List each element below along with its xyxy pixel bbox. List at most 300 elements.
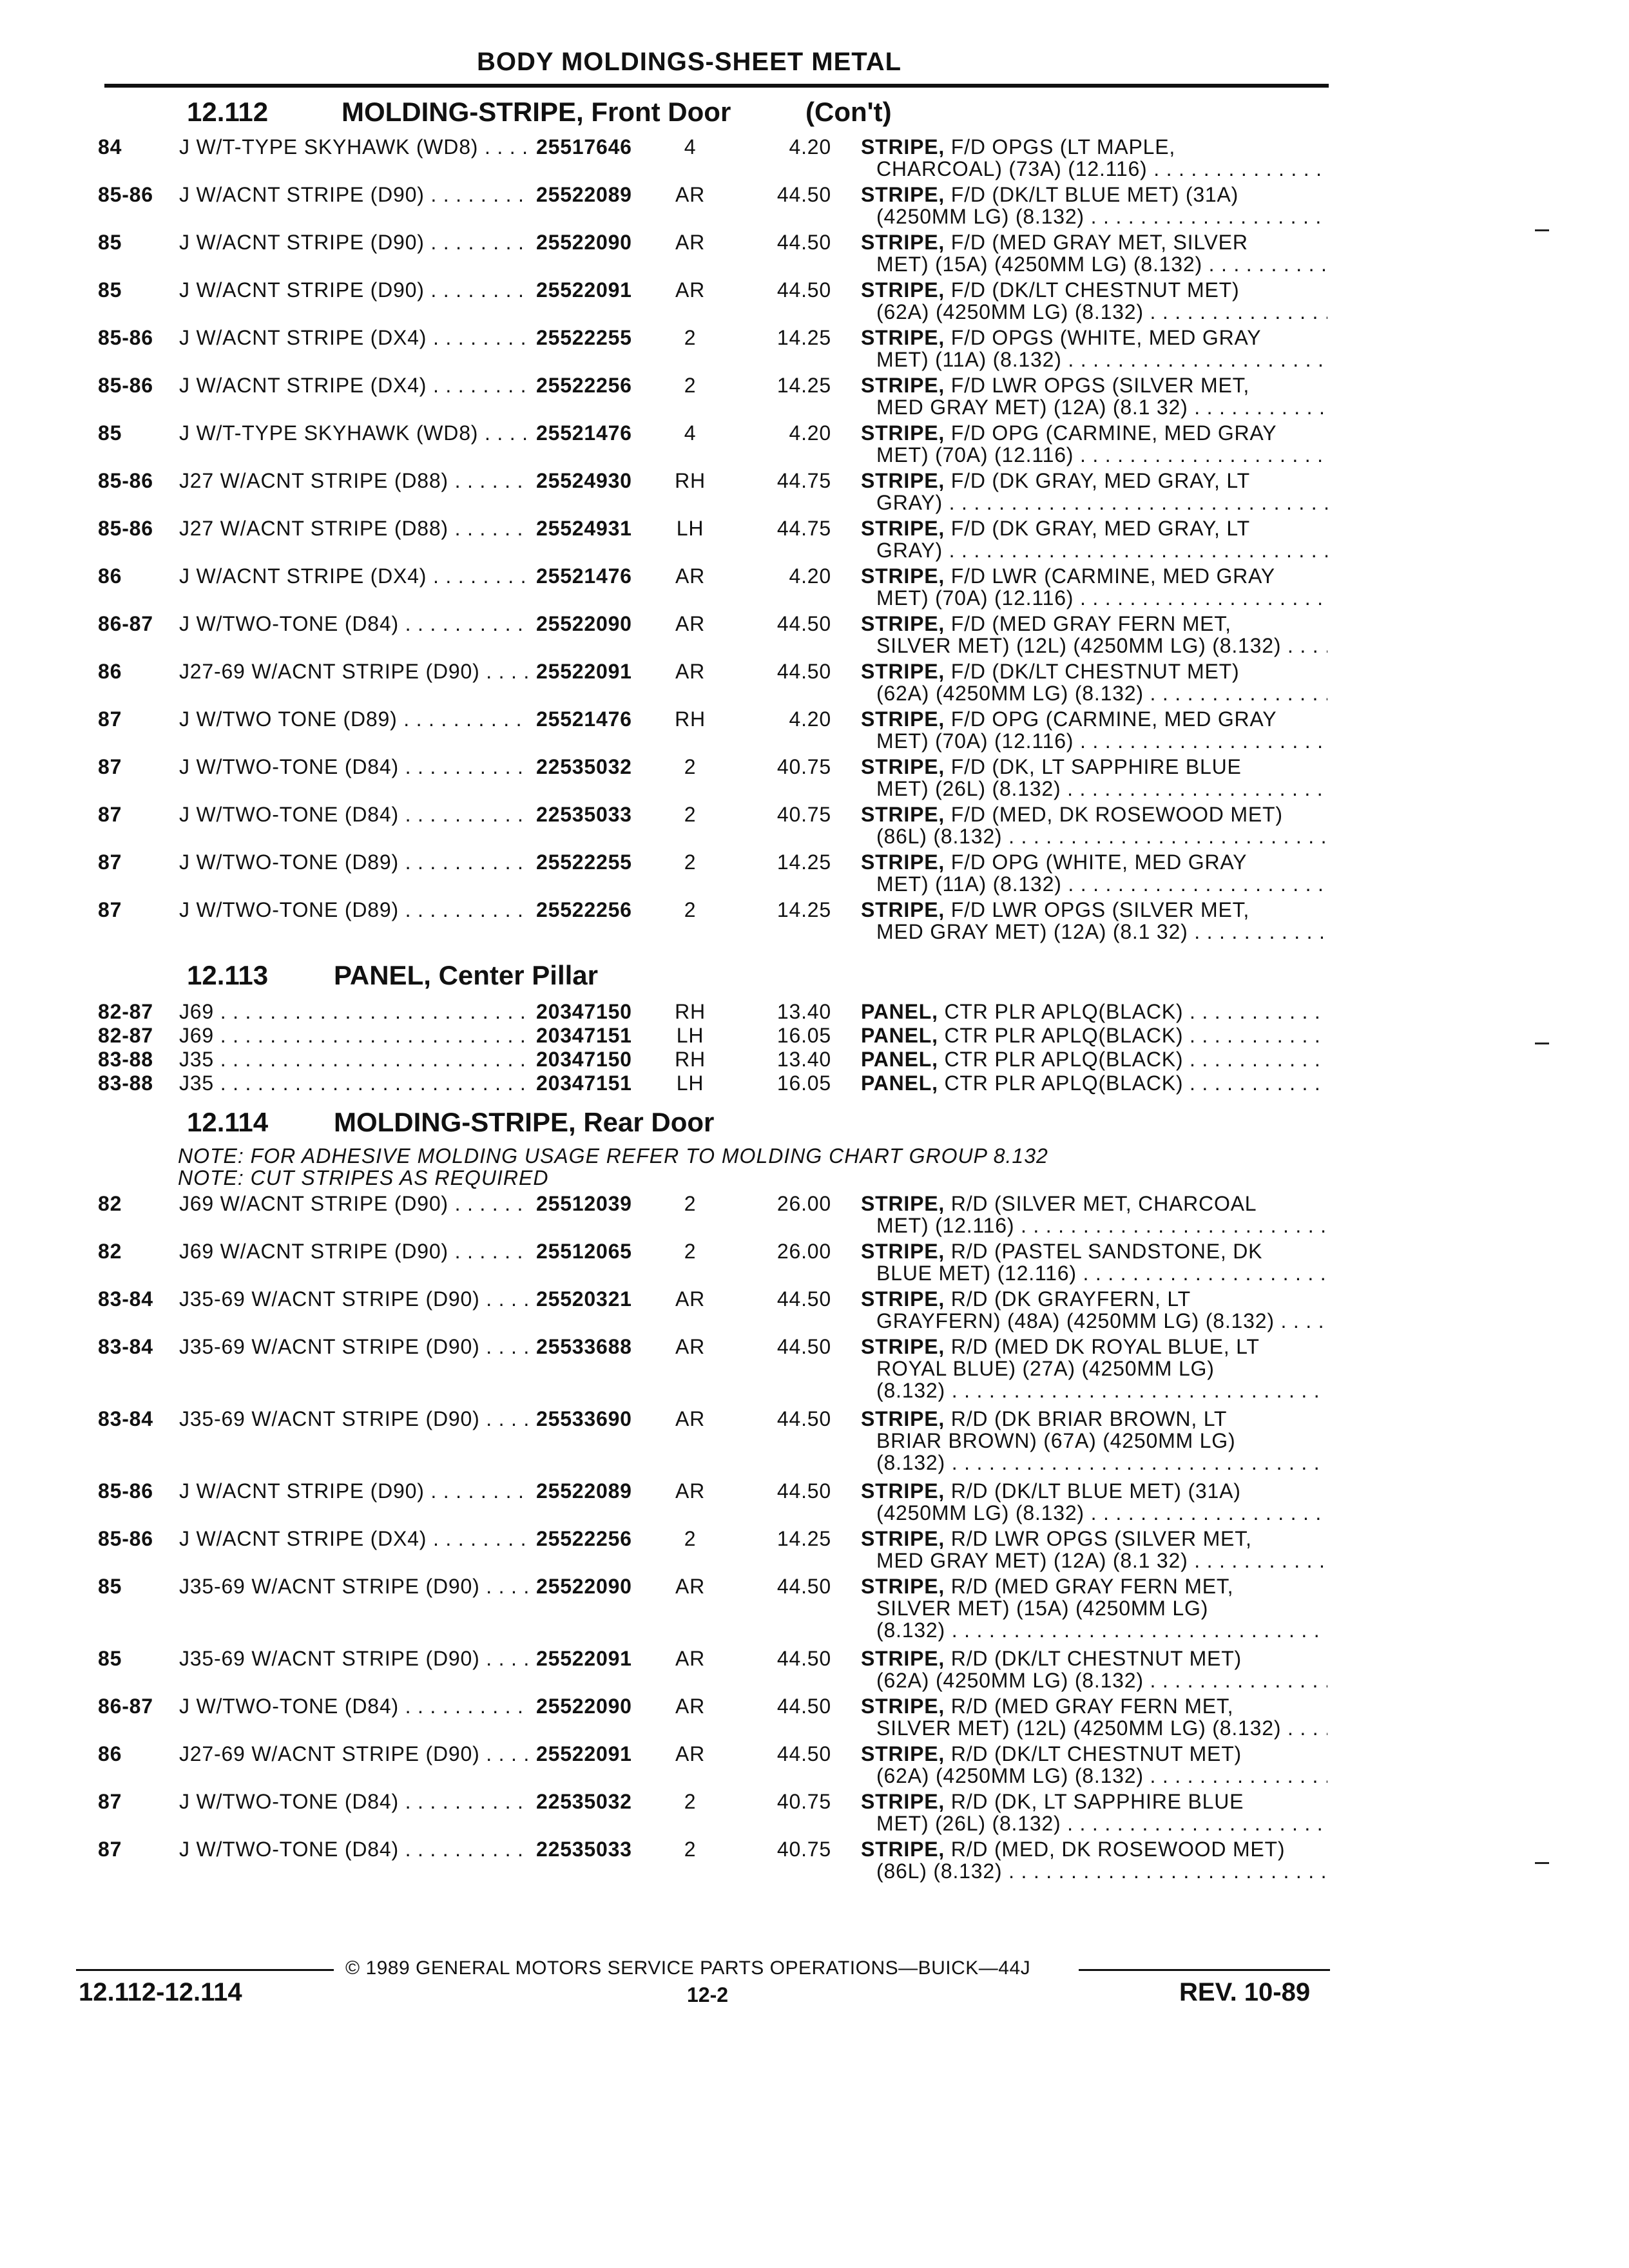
- model-year: 82: [98, 1240, 122, 1263]
- application: J W/TWO TONE (D89) . . .: [179, 707, 530, 731]
- part-number: 25522256: [536, 374, 632, 397]
- description-type: STRIPE,: [861, 135, 945, 159]
- price: 44.50: [776, 1647, 831, 1670]
- section-number: 12.114: [187, 1107, 269, 1137]
- description-text: F/D (MED GRAY MET, SILVER: [950, 231, 1248, 254]
- description-continuation: SILVER MET) (12L) (4250MM LG) (8.132) . . .: [876, 1716, 1327, 1740]
- description-continuation: (4250MM LG) (8.132) . . .: [876, 205, 1327, 229]
- description-line: [861, 564, 1327, 588]
- description-continuation: (8.132) . . .: [876, 1451, 1327, 1475]
- price: 44.75: [776, 469, 831, 492]
- quantity: 2: [684, 1838, 697, 1861]
- price: 44.50: [776, 660, 831, 683]
- table-row: [0, 1479, 1629, 1522]
- quantity: AR: [675, 1575, 706, 1598]
- description-text: F/D (DK GRAY, MED GRAY, LT: [950, 517, 1250, 540]
- quantity: RH: [675, 1048, 706, 1071]
- section-name: MOLDING-STRIPE, Rear Door: [334, 1107, 715, 1137]
- application: J W/TWO-TONE (D84) . . .: [179, 1695, 530, 1718]
- model-year: 82: [98, 1192, 122, 1215]
- description-type: STRIPE,: [861, 374, 945, 397]
- application: J W/ACNT STRIPE (DX4) . . .: [179, 326, 530, 350]
- application: J W/TWO-TONE (D84) . . .: [179, 612, 530, 636]
- table-row: [0, 183, 1629, 226]
- model-year: 85-86: [98, 517, 153, 540]
- description-type: STRIPE,: [861, 469, 945, 492]
- price: 44.50: [776, 1287, 831, 1311]
- price: 44.50: [776, 1742, 831, 1765]
- table-row: [0, 421, 1629, 464]
- description-line: [861, 1048, 1327, 1072]
- description-text: F/D (MED, DK ROSEWOOD MET): [950, 803, 1283, 826]
- description-line: [861, 1024, 1327, 1048]
- description-text: F/D OPGS (WHITE, MED GRAY: [950, 326, 1262, 349]
- description-type: STRIPE,: [861, 1407, 945, 1430]
- price: 40.75: [776, 1838, 831, 1861]
- model-year: 82-87: [98, 1024, 153, 1047]
- model-year: 83-84: [98, 1407, 153, 1430]
- description-continuation: BRIAR BROWN) (67A) (4250MM LG): [876, 1429, 1236, 1452]
- part-number: 25521476: [536, 564, 632, 588]
- description-line: [861, 1647, 1327, 1671]
- part-number: 25524930: [536, 469, 632, 492]
- description-type: STRIPE,: [861, 1575, 945, 1598]
- description-type: STRIPE,: [861, 850, 945, 874]
- description-continuation: MET) (11A) (8.132) . . .: [876, 872, 1327, 896]
- price: 14.25: [776, 850, 831, 874]
- part-number: 25533690: [536, 1407, 632, 1430]
- description-type: STRIPE,: [861, 755, 945, 778]
- description-continuation: MET) (70A) (12.116) . . .: [876, 443, 1327, 467]
- model-year: 83-84: [98, 1287, 153, 1311]
- description-line: [861, 326, 1327, 350]
- description-type: STRIPE,: [861, 803, 945, 826]
- description-text: F/D (DK/LT BLUE MET) (31A): [950, 183, 1239, 206]
- footer-page-number: 12-2: [687, 1983, 729, 2006]
- description-continuation: (8.132) . . .: [876, 1619, 1327, 1642]
- quantity: 2: [684, 850, 697, 874]
- description-line: [861, 183, 1327, 207]
- quantity: 2: [684, 803, 697, 826]
- description-continuation: MED GRAY MET) (12A) (8.1 32) . . .: [876, 920, 1327, 944]
- description-continuation: (86L) (8.132) . . .: [876, 825, 1327, 849]
- application: J W/TWO-TONE (D84) . . .: [179, 1790, 530, 1814]
- description-continuation: ROYAL BLUE) (27A) (4250MM LG): [876, 1357, 1215, 1380]
- part-number: 20347151: [536, 1072, 632, 1095]
- price: 14.25: [776, 326, 831, 349]
- description-continuation: (62A) (4250MM LG) (8.132) . . .: [876, 682, 1327, 706]
- section-number: 12.112: [187, 97, 269, 127]
- description-type: STRIPE,: [861, 517, 945, 540]
- quantity: AR: [675, 1647, 706, 1670]
- quantity: 4: [684, 421, 697, 445]
- table-row: [0, 850, 1629, 896]
- description-line: [861, 1742, 1327, 1766]
- model-year: 85-86: [98, 1479, 153, 1503]
- description-continuation: (62A) (4250MM LG) (8.132) . . .: [876, 300, 1327, 324]
- page-title: BODY MOLDINGS-SHEET METAL: [477, 48, 902, 76]
- description-continuation: MET) (26L) (8.132) . . .: [876, 1812, 1327, 1836]
- quantity: LH: [676, 517, 704, 540]
- part-number: 25512039: [536, 1192, 632, 1215]
- table-row: [0, 612, 1629, 655]
- table-row: [0, 1240, 1629, 1285]
- part-number: 25522089: [536, 1479, 632, 1503]
- footer-rule-left: [76, 1969, 334, 1971]
- title-rule: [104, 84, 1329, 88]
- description-type: PANEL,: [861, 1024, 938, 1047]
- description-text: F/D LWR OPGS (SILVER MET,: [950, 898, 1250, 921]
- description-continuation: (86L) (8.132) . . .: [876, 1860, 1327, 1883]
- quantity: AR: [675, 231, 706, 254]
- application: J35-69 W/ACNT STRIPE (D90) . . .: [179, 1287, 530, 1311]
- part-number: 25522089: [536, 183, 632, 206]
- description-type: STRIPE,: [861, 1742, 945, 1765]
- description-type: STRIPE,: [861, 183, 945, 206]
- description-type: STRIPE,: [861, 1790, 945, 1813]
- table-row: [0, 1575, 1629, 1642]
- description-line: [861, 1527, 1327, 1551]
- application: J35-69 W/ACNT STRIPE (D90) . . .: [179, 1407, 530, 1431]
- description-line: [861, 755, 1327, 779]
- part-number: 25522255: [536, 850, 632, 874]
- description-type: STRIPE,: [861, 1647, 945, 1670]
- description-line: [861, 612, 1327, 636]
- model-year: 84: [98, 135, 122, 159]
- model-year: 86: [98, 660, 122, 683]
- description-type: PANEL,: [861, 1000, 938, 1023]
- table-row: [0, 898, 1629, 941]
- description-line: [861, 898, 1327, 922]
- description-type: STRIPE,: [861, 898, 945, 921]
- price: 4.20: [789, 707, 831, 731]
- table-row: [0, 278, 1629, 321]
- description-continuation: GRAY) . . .: [876, 491, 1327, 515]
- description-text: CTR PLR APLQ(BLACK): [944, 1048, 1184, 1071]
- part-number: 25522256: [536, 1527, 632, 1550]
- description-text: F/D LWR (CARMINE, MED GRAY: [950, 564, 1275, 588]
- description-text: R/D (DK, LT SAPPHIRE BLUE: [950, 1790, 1244, 1813]
- model-year: 85-86: [98, 326, 153, 349]
- price: 40.75: [776, 1790, 831, 1813]
- description-type: STRIPE,: [861, 1527, 945, 1550]
- part-number: 22535033: [536, 803, 632, 826]
- part-number: 25533688: [536, 1335, 632, 1358]
- quantity: AR: [675, 612, 706, 635]
- application: J35-69 W/ACNT STRIPE (D90) . . .: [179, 1647, 530, 1671]
- price: 44.75: [776, 517, 831, 540]
- description-line: [861, 1192, 1327, 1216]
- description-continuation: MET) (26L) (8.132) . . .: [876, 777, 1327, 801]
- application: J W/ACNT STRIPE (D90) . . .: [179, 183, 530, 207]
- section-note: NOTE: CUT STRIPES AS REQUIRED: [178, 1166, 549, 1189]
- footer-rule-right: [1079, 1969, 1330, 1971]
- margin-tick: [1535, 1862, 1549, 1864]
- description-continuation: (4250MM LG) (8.132) . . .: [876, 1501, 1327, 1525]
- part-number: 25522090: [536, 1695, 632, 1718]
- quantity: AR: [675, 1695, 706, 1718]
- quantity: 2: [684, 1790, 697, 1813]
- description-line: [861, 660, 1327, 684]
- description-text: R/D (MED GRAY FERN MET,: [950, 1695, 1234, 1718]
- application: J69 . . .: [179, 1000, 530, 1024]
- part-number: 25522091: [536, 1647, 632, 1670]
- model-year: 85: [98, 421, 122, 445]
- description-continuation: SILVER MET) (15A) (4250MM LG): [876, 1597, 1209, 1620]
- quantity: 2: [684, 374, 697, 397]
- application: J W/TWO-TONE (D89) . . .: [179, 898, 530, 922]
- price: 44.50: [776, 278, 831, 302]
- description-text: CTR PLR APLQ(BLACK): [944, 1072, 1184, 1095]
- model-year: 87: [98, 898, 122, 921]
- description-text: R/D (SILVER MET, CHARCOAL: [950, 1192, 1257, 1215]
- description-text: R/D LWR OPGS (SILVER MET,: [950, 1527, 1252, 1550]
- model-year: 86: [98, 564, 122, 588]
- description-line: [861, 1000, 1327, 1024]
- description-continuation: (8.132) . . .: [876, 1379, 1327, 1403]
- description-text: R/D (MED, DK ROSEWOOD MET): [950, 1838, 1286, 1861]
- application: J W/ACNT STRIPE (DX4) . . .: [179, 1527, 530, 1551]
- model-year: 87: [98, 707, 122, 731]
- description-type: STRIPE,: [861, 326, 945, 349]
- model-year: 86-87: [98, 612, 153, 635]
- application: J W/ACNT STRIPE (DX4) . . .: [179, 564, 530, 588]
- description-line: [861, 374, 1327, 398]
- part-number: 25520321: [536, 1287, 632, 1311]
- part-number: 25522256: [536, 898, 632, 921]
- footer-copyright: © 1989 GENERAL MOTORS SERVICE PARTS OPERATIONS—BUICK—44J: [345, 1957, 1031, 1979]
- application: J W/T-TYPE SKYHAWK (WD8) . . .: [179, 135, 530, 159]
- quantity: 2: [684, 326, 697, 349]
- table-row: [0, 1000, 1629, 1023]
- model-year: 87: [98, 1790, 122, 1813]
- table-row: [0, 374, 1629, 419]
- application: J W/TWO-TONE (D84) . . .: [179, 755, 530, 779]
- section-name: MOLDING-STRIPE, Front Door: [342, 97, 731, 127]
- model-year: 85: [98, 231, 122, 254]
- description-line: [861, 1695, 1327, 1718]
- application: J W/ACNT STRIPE (D90) . . .: [179, 231, 530, 255]
- description-text: F/D OPG (CARMINE, MED GRAY: [950, 707, 1277, 731]
- description-text: CTR PLR APLQ(BLACK): [944, 1024, 1184, 1047]
- description-continuation: CHARCOAL) (73A) (12.116) . . .: [876, 157, 1327, 181]
- table-row: [0, 517, 1629, 562]
- quantity: AR: [675, 1407, 706, 1430]
- footer-section-range: 12.112-12.114: [79, 1978, 242, 2006]
- table-row: [0, 707, 1629, 753]
- description-line: [861, 1240, 1327, 1264]
- model-year: 85: [98, 278, 122, 302]
- table-row: [0, 1695, 1629, 1740]
- price: 44.50: [776, 1575, 831, 1598]
- description-continuation: MET) (12.116) . . .: [876, 1214, 1327, 1238]
- description-text: R/D (MED DK ROYAL BLUE, LT: [950, 1335, 1260, 1358]
- quantity: AR: [675, 564, 706, 588]
- description-type: STRIPE,: [861, 1240, 945, 1263]
- model-year: 87: [98, 850, 122, 874]
- table-row: [0, 1647, 1629, 1692]
- description-text: R/D (DK GRAYFERN, LT: [950, 1287, 1191, 1311]
- price: 44.50: [776, 231, 831, 254]
- application: J35-69 W/ACNT STRIPE (D90) . . .: [179, 1575, 530, 1599]
- application: J27 W/ACNT STRIPE (D88) . . .: [179, 469, 530, 493]
- price: 44.50: [776, 1695, 831, 1718]
- part-number: 25522091: [536, 1742, 632, 1765]
- model-year: 85: [98, 1575, 122, 1598]
- section-number: 12.113: [187, 960, 269, 990]
- section-name: PANEL, Center Pillar: [334, 960, 598, 990]
- description-text: R/D (DK/LT BLUE MET) (31A): [950, 1479, 1241, 1503]
- margin-tick: [1535, 1043, 1549, 1044]
- description-text: R/D (MED GRAY FERN MET,: [950, 1575, 1234, 1598]
- application: J35-69 W/ACNT STRIPE (D90) . . .: [179, 1335, 530, 1359]
- description-continuation: (62A) (4250MM LG) (8.132) . . .: [876, 1669, 1327, 1693]
- price: 16.05: [776, 1024, 831, 1047]
- table-row: [0, 135, 1629, 178]
- description-text: F/D (DK, LT SAPPHIRE BLUE: [950, 755, 1242, 778]
- price: 4.20: [789, 564, 831, 588]
- description-type: STRIPE,: [861, 278, 945, 302]
- part-number: 22535032: [536, 1790, 632, 1813]
- application: J69 . . .: [179, 1024, 530, 1048]
- table-row: [0, 1335, 1629, 1402]
- description-continuation: (62A) (4250MM LG) (8.132) . . .: [876, 1764, 1327, 1788]
- part-number: 20347150: [536, 1000, 632, 1023]
- description-line: [861, 1407, 1327, 1431]
- description-type: STRIPE,: [861, 707, 945, 731]
- description-text: F/D OPGS (LT MAPLE,: [950, 135, 1176, 159]
- price: 14.25: [776, 898, 831, 921]
- quantity: AR: [675, 183, 706, 206]
- description-type: STRIPE,: [861, 1287, 945, 1311]
- model-year: 86-87: [98, 1695, 153, 1718]
- price: 16.05: [776, 1072, 831, 1095]
- model-year: 85-86: [98, 469, 153, 492]
- description-line: [861, 1838, 1327, 1861]
- application: J W/TWO-TONE (D84) . . .: [179, 803, 530, 827]
- application: J W/T-TYPE SKYHAWK (WD8) . . .: [179, 421, 530, 445]
- quantity: AR: [675, 1742, 706, 1765]
- part-number: 25522091: [536, 278, 632, 302]
- price: 40.75: [776, 803, 831, 826]
- price: 44.50: [776, 1407, 831, 1430]
- quantity: 2: [684, 1240, 697, 1263]
- part-number: 25521476: [536, 421, 632, 445]
- table-row: [0, 1838, 1629, 1883]
- description-line: [861, 231, 1327, 255]
- model-year: 87: [98, 755, 122, 778]
- description-continuation: MED GRAY MET) (12A) (8.1 32) . . .: [876, 1549, 1327, 1573]
- description-type: STRIPE,: [861, 1335, 945, 1358]
- application: J35 . . .: [179, 1048, 530, 1072]
- section-continued: (Con't): [805, 97, 892, 127]
- model-year: 83-88: [98, 1072, 153, 1095]
- description-line: [861, 1335, 1327, 1359]
- description-line: [861, 850, 1327, 874]
- description-continuation: MET) (70A) (12.116) . . .: [876, 729, 1327, 753]
- price: 40.75: [776, 755, 831, 778]
- part-number: 25522255: [536, 326, 632, 349]
- application: J35 . . .: [179, 1072, 530, 1095]
- description-type: STRIPE,: [861, 612, 945, 635]
- description-text: F/D (MED GRAY FERN MET,: [950, 612, 1231, 635]
- description-line: [861, 1479, 1327, 1503]
- model-year: 83-88: [98, 1048, 153, 1071]
- table-row: [0, 755, 1629, 798]
- description-text: CTR PLR APLQ(BLACK): [944, 1000, 1184, 1023]
- application: J69 W/ACNT STRIPE (D90) . . .: [179, 1240, 530, 1264]
- table-row: [0, 326, 1629, 369]
- table-row: [0, 1192, 1629, 1235]
- description-text: R/D (DK/LT CHESTNUT MET): [950, 1742, 1242, 1765]
- model-year: 85-86: [98, 183, 153, 206]
- quantity: AR: [675, 660, 706, 683]
- model-year: 85-86: [98, 374, 153, 397]
- description-text: F/D (DK/LT CHESTNUT MET): [950, 660, 1240, 683]
- description-type: STRIPE,: [861, 1838, 945, 1861]
- description-continuation: BLUE MET) (12.116) . . .: [876, 1262, 1327, 1285]
- application: J W/ACNT STRIPE (D90) . . .: [179, 1479, 530, 1503]
- description-line: [861, 278, 1327, 302]
- table-row: [0, 1742, 1629, 1785]
- margin-tick: [1535, 229, 1549, 231]
- quantity: 2: [684, 1192, 697, 1215]
- price: 4.20: [789, 421, 831, 445]
- application: J69 W/ACNT STRIPE (D90) . . .: [179, 1192, 530, 1216]
- description-text: R/D (DK BRIAR BROWN, LT: [950, 1407, 1228, 1430]
- part-number: 25522090: [536, 231, 632, 254]
- description-text: F/D (DK/LT CHESTNUT MET): [950, 278, 1240, 302]
- quantity: 4: [684, 135, 697, 159]
- table-row: [0, 1048, 1629, 1071]
- description-continuation: MED GRAY MET) (12A) (8.1 32) . . .: [876, 396, 1327, 419]
- description-type: STRIPE,: [861, 421, 945, 445]
- part-number: 25522090: [536, 612, 632, 635]
- quantity: AR: [675, 1479, 706, 1503]
- price: 44.50: [776, 183, 831, 206]
- table-row: [0, 660, 1629, 705]
- footer-revision: REV. 10-89: [1179, 1978, 1311, 2006]
- description-line: [861, 517, 1327, 541]
- price: 44.50: [776, 612, 831, 635]
- description-type: STRIPE,: [861, 1192, 945, 1215]
- description-line: [861, 421, 1327, 445]
- quantity: AR: [675, 1335, 706, 1358]
- model-year: 87: [98, 1838, 122, 1861]
- description-continuation: MET) (70A) (12.116) . . .: [876, 586, 1327, 610]
- quantity: RH: [675, 707, 706, 731]
- application: J W/ACNT STRIPE (DX4) . . .: [179, 374, 530, 398]
- section-note: NOTE: FOR ADHESIVE MOLDING USAGE REFER TO MOLDING CHART GROUP 8.132: [178, 1144, 1048, 1168]
- table-row: [0, 803, 1629, 848]
- table-row: [0, 1790, 1629, 1835]
- description-continuation: SILVER MET) (12L) (4250MM LG) (8.132) . . .: [876, 634, 1327, 658]
- application: J27-69 W/ACNT STRIPE (D90) . . .: [179, 1742, 530, 1766]
- model-year: 85-86: [98, 1527, 153, 1550]
- description-text: R/D (PASTEL SANDSTONE, DK: [950, 1240, 1263, 1263]
- description-line: [861, 135, 1327, 159]
- table-row: [0, 1407, 1629, 1474]
- quantity: 2: [684, 1527, 697, 1550]
- description-continuation: MET) (11A) (8.132) . . .: [876, 348, 1327, 372]
- quantity: LH: [676, 1072, 704, 1095]
- application: J W/ACNT STRIPE (D90) . . .: [179, 278, 530, 302]
- table-row: [0, 1527, 1629, 1570]
- part-number: 22535032: [536, 755, 632, 778]
- application: J27-69 W/ACNT STRIPE (D90) . . .: [179, 660, 530, 684]
- description-continuation: MET) (15A) (4250MM LG) (8.132) . . .: [876, 253, 1327, 276]
- description-text: F/D OPG (CARMINE, MED GRAY: [950, 421, 1277, 445]
